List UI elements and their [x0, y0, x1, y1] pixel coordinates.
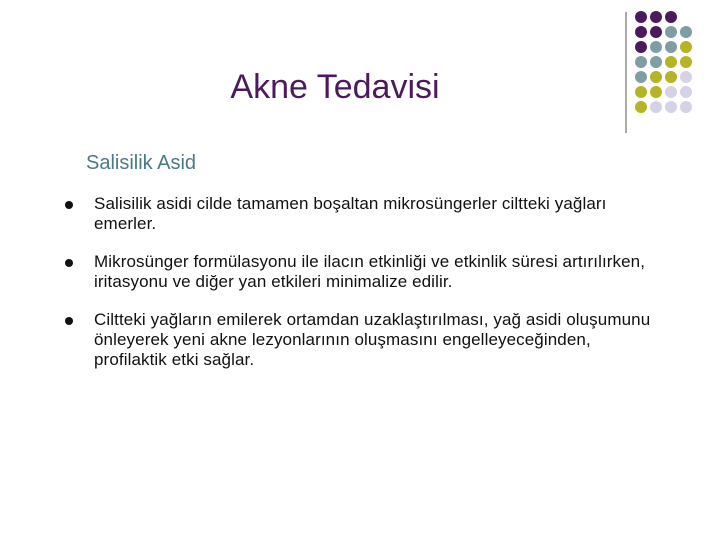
slide-title: Akne Tedavisi [230, 68, 440, 106]
decorative-dot [635, 11, 647, 23]
decorative-dot [635, 56, 647, 68]
decorative-dot [635, 86, 647, 98]
bullet-list [62, 194, 652, 370]
bullet-item [62, 194, 652, 234]
decorative-dot [650, 71, 662, 83]
decorative-dot [635, 41, 647, 53]
bullet-text: Mikrosünger formülasyonu ile ilacın etkinliği ve etkinlik süresi artırılırken, iritasyonu ve diğer yan etkileri minimalize edilir. [94, 252, 646, 291]
decorative-dot [650, 101, 662, 113]
slide-subtitle: Salisilik Asid [86, 152, 197, 174]
decorative-dot [665, 86, 677, 98]
decorative-dot [680, 101, 692, 113]
decorative-dot [635, 26, 647, 38]
decorative-dot [665, 101, 677, 113]
decorative-dot [680, 86, 692, 98]
decorative-dot [635, 71, 647, 83]
bullet-text: Salisilik asidi cilde tamamen boşaltan mikrosüngerler ciltteki yağları emerler. [94, 194, 607, 233]
bullet-dot-icon [65, 201, 73, 209]
decorative-dot [665, 26, 677, 38]
decorative-dot [680, 56, 692, 68]
decorative-dot [665, 41, 677, 53]
decorative-dot [680, 26, 692, 38]
bullet-dot-icon [65, 259, 73, 267]
decorative-dot [680, 71, 692, 83]
decorative-dot [650, 56, 662, 68]
decorative-dot [650, 26, 662, 38]
bullet-text: Ciltteki yağların emilerek ortamdan uzaklaştırılması, yağ asidi oluşumunu önleyerek yeni akne lezyonlarının oluşmasını engelleyeceğinden, profilaktik etki sağlar. [94, 310, 651, 369]
decorative-dot [635, 101, 647, 113]
bullet-dot-icon [65, 317, 73, 325]
decorative-dot [665, 71, 677, 83]
decorative-dot [665, 11, 677, 23]
bullet-item [62, 310, 652, 370]
decorative-dot [650, 86, 662, 98]
decorative-dot [650, 11, 662, 23]
decorative-dot [665, 56, 677, 68]
bullet-item [62, 252, 652, 292]
decorative-dot [680, 41, 692, 53]
decorative-dot [650, 41, 662, 53]
